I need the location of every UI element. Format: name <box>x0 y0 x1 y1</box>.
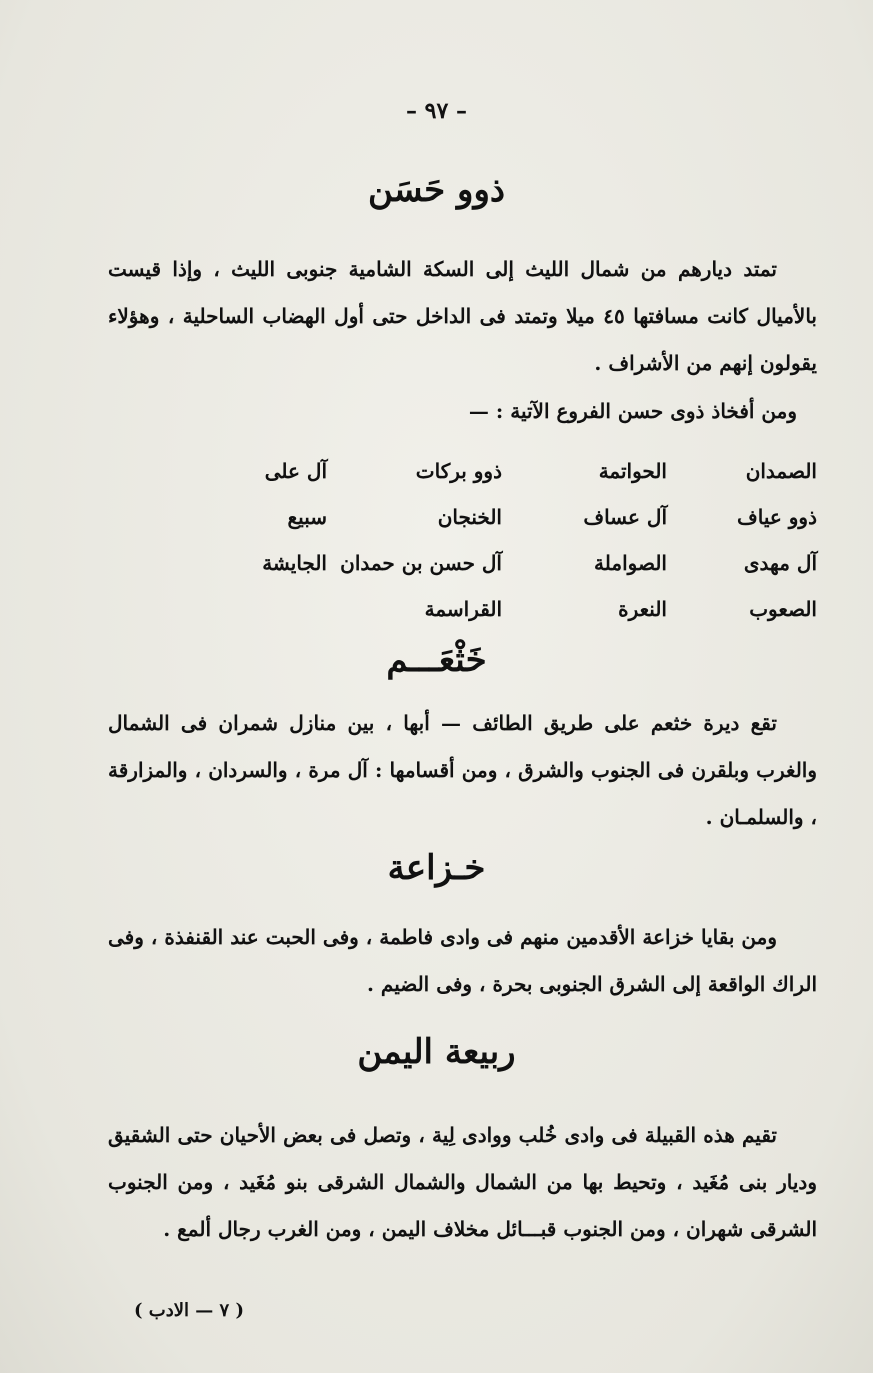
tribe-name: القراسمة <box>424 597 502 621</box>
printer-signature: ( ٧ — الادب ) <box>134 1300 245 1321</box>
tribe-name: آل حسن بن حمدان <box>340 551 502 575</box>
section-paragraph-khatham: تقع ديرة خثعم على طريق الطائف — أبها ، بين منازل شمران فى الشمال والغرب وبلقرن فى الجنوب والشرق ، ومن أقسامها : آل مرة ، والسردان ، والمزارقة ، والسلمـان . <box>108 711 817 829</box>
tribe-list-intro: ومن أفخاذ ذوى حسن الفروع الآتية : — <box>468 399 797 423</box>
section-heading-dhawu-hasan: ذوو حَسَن <box>367 170 506 210</box>
tribe-list-grid <box>100 448 817 632</box>
tribe-name: آل على <box>264 459 327 483</box>
tribe-name: سبيع <box>287 505 327 529</box>
tribe-name: الخنجان <box>437 505 502 529</box>
section-paragraph-dhawu-hasan: تمتد ديارهم من شمال الليث إلى السكة الشامية جنوبى الليث ، وإذا قيست بالأميال كانت مسافتها ٤٥ ميلا وتمتد فى الداخل حتى أول الهضاب الساحلية ، وهؤلاء يقولون إنهم من الأشراف . <box>108 257 817 375</box>
tribe-name: ذوو عياف <box>737 505 817 529</box>
tribe-name: النعرة <box>618 597 667 621</box>
tribe-name: الحواتمة <box>598 459 667 483</box>
tribe-name: الجايشة <box>262 551 327 575</box>
tribe-name: آل عساف <box>583 505 667 529</box>
page-number: – ٩٧ – <box>406 98 467 124</box>
section-heading-khuzaa: خـزاعة <box>387 848 486 888</box>
section-paragraph-khuzaa: ومن بقايا خزاعة الأقدمين منهم فى وادى فاطمة ، وفى الحبت عند القنفذة ، وفى الراك الواقعة إلى الشرق الجنوبى بحرة ، وفى الضيم . <box>108 925 817 996</box>
section-heading-rabiat-al-yaman: ربيعة اليمن <box>357 1032 516 1072</box>
tribe-name: آل مهدى <box>743 551 817 575</box>
tribe-name: الصعوب <box>749 597 817 621</box>
tribe-name: ذوو بركات <box>415 459 502 483</box>
section-paragraph-rabiat-al-yaman: تقيم هذه القبيلة فى وادى خُلب ووادى لِية ، وتصل فى بعض الأحيان حتى الشقيق وديار بنى مُغَيد ، وتحيط بها من الشمال والشمال الشرقى بنو مُغَيد ، ومن الجنوب الشرقى شهران ، ومن الجنوب قبـــائل مخلاف اليمن ، ومن الغرب رجال ألمع . <box>108 1123 817 1241</box>
section-heading-khatham: خَثْعَـــم <box>386 640 487 680</box>
tribe-name: الصواملة <box>594 551 667 575</box>
tribe-name: الصمدان <box>745 459 817 483</box>
